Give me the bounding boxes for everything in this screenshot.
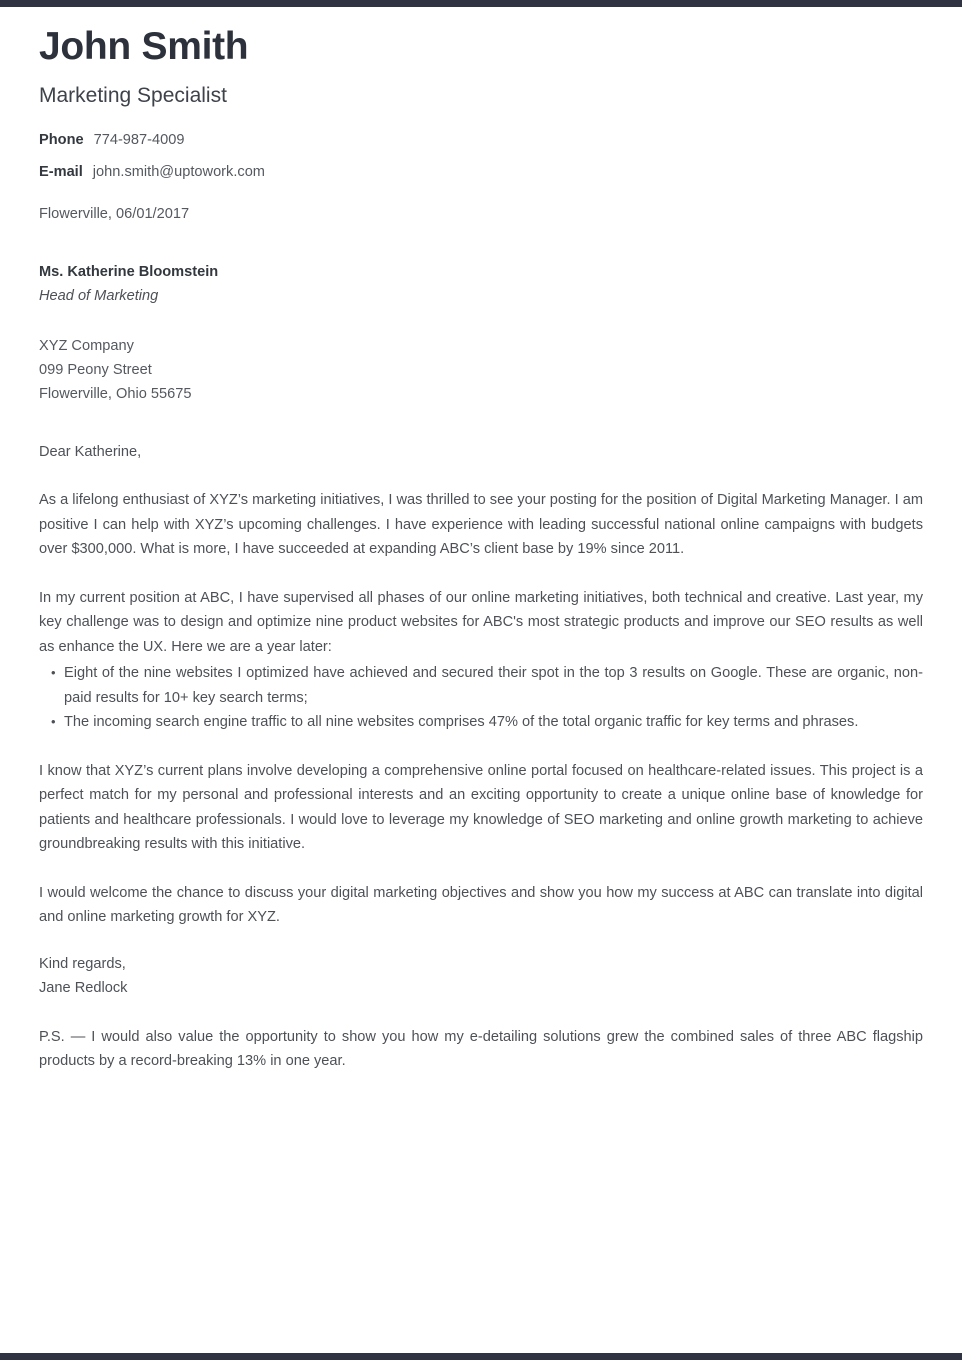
email-label: E-mail <box>39 164 83 180</box>
sender-name: John Smith <box>39 25 249 68</box>
company-address-block <box>39 334 923 406</box>
email-value: john.smith@uptowork.com <box>92 164 265 180</box>
recipient-block <box>39 260 923 308</box>
paragraph-plans: I know that XYZ’s current plans involve developing a comprehensive online portal focused on healthcare-related issues. This project is a perfect match for my personal and professional interests and an exciting opportunity to create a unique online base of knowledge for patients and healthcare professionals. I would love to leverage my knowledge of SEO marketing and online growth marketing to achieve groundbreaking results with this initiative. <box>39 762 923 852</box>
closing-phrase: Kind regards, <box>39 955 126 972</box>
paragraph-intro: As a lifelong enthusiast of XYZ’s marketing initiatives, I was thrilled to see your posting for the position of Digital Marketing Manager. I am positive I can help with XYZ’s upcoming challenges. I have experience with leading successful national online campaigns with budgets over $300,000. What is more, I have succeeded at expanding ABC’s client base by 19% since 2011. <box>39 492 923 557</box>
postscript: P.S. — I would also value the opportunity to show you how my e-detailing solutions grew the combined sales of three ABC flagship products by a record-breaking 13% in one year. <box>39 1028 923 1069</box>
company-name: XYZ Company <box>39 338 134 354</box>
top-accent-bar <box>0 0 962 7</box>
salutation: Dear Katherine, <box>39 444 142 460</box>
recipient-title: Head of Marketing <box>39 288 159 304</box>
email-row <box>39 162 923 182</box>
sender-job-title: Marketing Specialist <box>39 84 227 107</box>
phone-row <box>39 130 923 150</box>
phone-label: Phone <box>39 132 84 148</box>
achievement-item: • The incoming search engine traffic to all nine websites comprises 47% of the total organic traffic for key terms and phrases. <box>39 710 923 735</box>
recipient-name: Ms. Katherine Bloomstein <box>39 264 219 280</box>
phone-value: 774-987-4009 <box>93 132 185 148</box>
date-line: Flowerville, 06/01/2017 <box>39 206 190 222</box>
signature-name: Jane Redlock <box>39 980 128 996</box>
company-street: 099 Peony Street <box>39 362 152 378</box>
paragraph-experience: In my current position at ABC, I have supervised all phases of our online marketing initiatives, both technical and creative. Last year, my key challenge was to design and optimize nine product websites for ABC's most strategic products and improve our SEO results as well as enhance the UX. Here we are a year later: <box>39 589 923 655</box>
achievement-item: • Eight of the nine websites I optimized have achieved and secured their spot in the top 3 results on Google. These are organic, non-paid results for 10+ key search terms; <box>39 661 923 710</box>
bottom-accent-bar <box>0 1353 962 1360</box>
achievement-list <box>39 661 923 735</box>
signoff-block <box>39 952 923 1001</box>
paragraph-call-to-action: I would welcome the chance to discuss your digital marketing objectives and show you how my success at ABC can translate into digital and online marketing growth for XYZ. <box>39 884 923 925</box>
company-city: Flowerville, Ohio 55675 <box>39 386 192 402</box>
contact-block <box>39 130 923 182</box>
